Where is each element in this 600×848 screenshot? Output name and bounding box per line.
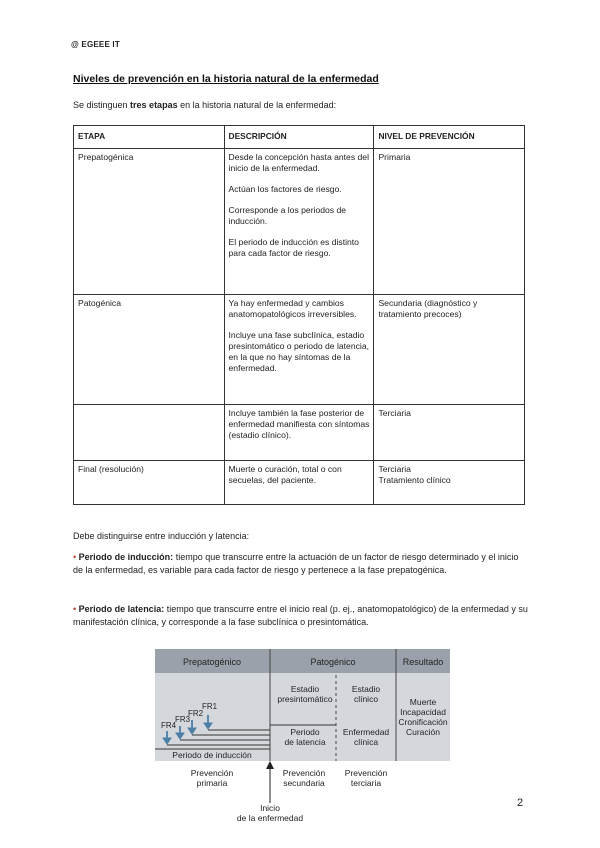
cell-etapa: Patogénica bbox=[74, 295, 225, 405]
induction-label: Periodo de inducción bbox=[172, 750, 252, 760]
inicio-label: Inicio de la enfermedad bbox=[236, 803, 304, 823]
page-number: 2 bbox=[517, 797, 524, 809]
column-header-nivel: NIVEL DE PREVENCIÓN bbox=[374, 126, 525, 149]
cell-descripcion: Ya hay enfermedad y cambios anatomopatológicos irreversibles. Incluye una fase subclínica, estadio presintomático o periodo de latencia, en la que no hay síntomas de la enfermedad. bbox=[224, 295, 374, 405]
natural-history-diagram bbox=[150, 645, 460, 830]
prevencion-primaria: Prevención primaria bbox=[190, 768, 234, 788]
table-row bbox=[74, 405, 525, 461]
column-header-descripcion: DESCRIPCIÓN bbox=[224, 126, 374, 149]
periodo-latencia: Periodo de latencia bbox=[284, 727, 326, 747]
enfermedad-clinica: Enfermedad clínica bbox=[342, 727, 390, 747]
estadio-clinico: Estadio clínico bbox=[351, 684, 381, 704]
fr3-label: FR3 bbox=[175, 715, 191, 724]
table-header-row bbox=[74, 126, 525, 149]
cell-descripcion: Incluye también la fase posterior de enfermedad manifiesta con síntomas (estadio clínico). bbox=[224, 405, 374, 461]
cell-nivel: Terciaria Tratamiento clínico bbox=[374, 461, 525, 505]
cell-etapa bbox=[74, 405, 225, 461]
table-row bbox=[74, 295, 525, 405]
cell-etapa: Prepatogénica bbox=[74, 149, 225, 295]
resultado-list: Muerte Incapacidad Cronificación Curación bbox=[398, 697, 448, 737]
header-patogenico: Patogénico bbox=[310, 657, 356, 667]
table-row bbox=[74, 461, 525, 505]
column-header-etapa: ETAPA bbox=[74, 126, 225, 149]
cell-nivel: Primaria bbox=[374, 149, 525, 295]
paragraph-distinguish: Debe distinguirse entre inducción y latencia: bbox=[73, 531, 250, 541]
fr1-label: FR1 bbox=[202, 702, 218, 711]
fr4-label: FR4 bbox=[161, 721, 177, 730]
fr2-label: FR2 bbox=[188, 709, 204, 718]
cell-descripcion: Muerte o curación, total o con secuelas, del paciente. bbox=[224, 461, 374, 505]
estadio-presintomatico: Estadio presintomático bbox=[277, 684, 333, 704]
paragraph-latencia: • Periodo de latencia: tiempo que transcurre entre el inicio real (p. ej., anatomopatológico) de la enfermedad y su manifestación clínica, y corresponde a la fase subclínica o presintomática. bbox=[73, 604, 528, 627]
header-resultado: Resultado bbox=[402, 657, 444, 667]
cell-nivel: Terciaria bbox=[374, 405, 525, 461]
prevention-table bbox=[73, 125, 525, 505]
brand-logo: @ EGEEE IT bbox=[71, 40, 120, 49]
prevencion-terciaria: Prevención terciaria bbox=[344, 768, 388, 788]
inicio-arrowhead bbox=[266, 761, 274, 769]
cell-etapa: Final (resolución) bbox=[74, 461, 225, 505]
cell-nivel: Secundaria (diagnóstico y tratamiento precoces) bbox=[374, 295, 525, 405]
page-title: Niveles de prevención en la historia natural de la enfermedad bbox=[73, 73, 379, 85]
table-row bbox=[74, 149, 525, 295]
header-prepatogenico: Prepatogénico bbox=[182, 657, 242, 667]
prevencion-secundaria: Prevención secundaria bbox=[282, 768, 326, 788]
paragraph-induccion: • Periodo de inducción: tiempo que transcurre entre la actuación de un factor de riesgo determinado y el inicio de la enfermedad, es variable para cada factor de riesgo y pertenece a la fase prepatogénica. bbox=[73, 552, 519, 575]
intro-text: Se distinguen tres etapas en la historia natural de la enfermedad: bbox=[73, 100, 337, 110]
cell-descripcion: Desde la concepción hasta antes del inicio de la enfermedad. Actúan los factores de riesgo. Corresponde a los periodos de inducción. El periodo de inducción es distinto para cada factor de riesgo. bbox=[224, 149, 374, 295]
